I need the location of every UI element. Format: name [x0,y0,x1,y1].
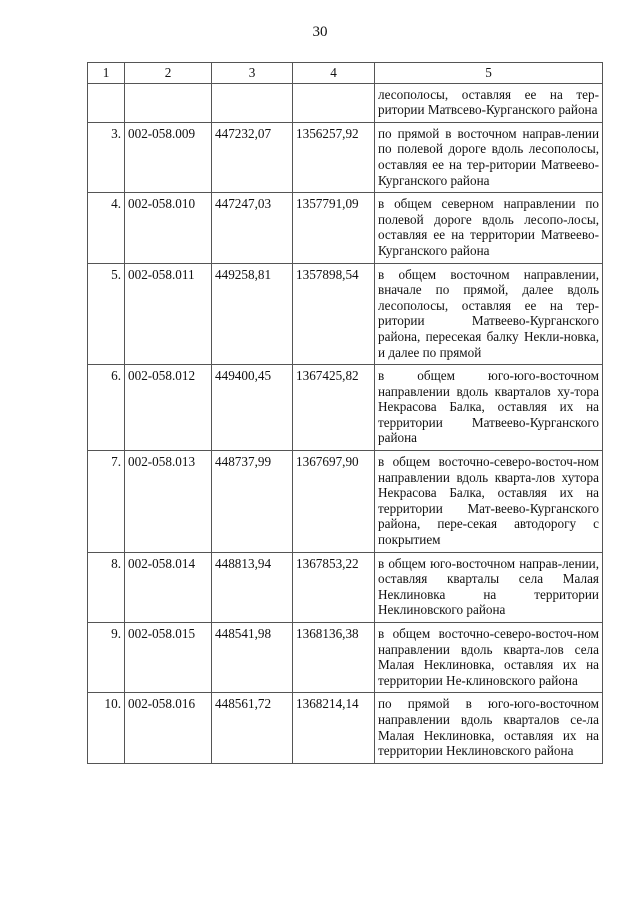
y-coordinate-cell: 1357898,54 [293,263,375,365]
column-header: 4 [293,63,375,84]
table-row [88,263,603,365]
row-number-cell: 5. [88,263,125,365]
description-cell: лесополосы, оставляя ее на тер-ритории Матвсево-Курганского района [375,83,603,122]
table-header-row [88,63,603,84]
table-row [88,83,603,122]
row-number-cell: 3. [88,122,125,192]
x-coordinate-cell: 449258,81 [212,263,293,365]
table-row [88,122,603,192]
point-code-cell: 002-058.011 [125,263,212,365]
table-row [88,552,603,622]
x-coordinate-cell: 447232,07 [212,122,293,192]
column-header: 2 [125,63,212,84]
y-coordinate-cell: 1367425,82 [293,365,375,451]
point-code-cell: 002-058.016 [125,693,212,763]
table-row [88,693,603,763]
row-number-cell: 6. [88,365,125,451]
y-coordinate-cell: 1368136,38 [293,623,375,693]
x-coordinate-cell: 448561,72 [212,693,293,763]
y-coordinate-cell: 1356257,92 [293,122,375,192]
point-code-cell [125,83,212,122]
y-coordinate-cell: 1367853,22 [293,552,375,622]
x-coordinate-cell: 447247,03 [212,193,293,263]
description-cell: в общем юго-восточном направ-лении, оставляя кварталы села Малая Неклиновка на территории Неклиновского района [375,552,603,622]
point-code-cell: 002-058.012 [125,365,212,451]
row-number-cell: 7. [88,451,125,553]
row-number-cell: 10. [88,693,125,763]
description-cell: по прямой в юго-юго-восточном направлении вдоль кварталов се-ла Малая Неклиновка, оставляя их на территории Неклиновского района [375,693,603,763]
x-coordinate-cell: 448813,94 [212,552,293,622]
y-coordinate-cell [293,83,375,122]
description-cell: в общем северном направлении по полевой дороге вдоль лесопо-лосы, оставляя ее на территории Матвеево-Курганского района [375,193,603,263]
point-code-cell: 002-058.014 [125,552,212,622]
description-cell: в общем восточно-северо-восточ-ном направлении вдоль кварта-лов села Малая Неклиновка, оставляя их на территории Не-клиновского района [375,623,603,693]
row-number-cell: 9. [88,623,125,693]
table-row [88,451,603,553]
row-number-cell: 4. [88,193,125,263]
row-number-cell: 8. [88,552,125,622]
x-coordinate-cell [212,83,293,122]
y-coordinate-cell: 1367697,90 [293,451,375,553]
point-code-cell: 002-058.013 [125,451,212,553]
point-code-cell: 002-058.010 [125,193,212,263]
x-coordinate-cell: 449400,45 [212,365,293,451]
y-coordinate-cell: 1357791,09 [293,193,375,263]
table-row [88,623,603,693]
row-number-cell [88,83,125,122]
x-coordinate-cell: 448541,98 [212,623,293,693]
point-code-cell: 002-058.009 [125,122,212,192]
description-cell: по прямой в восточном направ-лении по полевой дороге вдоль лесополосы, оставляя ее на тер-ритории Матвеево-Курганского района [375,122,603,192]
y-coordinate-cell: 1368214,14 [293,693,375,763]
column-header: 5 [375,63,603,84]
column-header: 1 [88,63,125,84]
page-number: 30 [312,24,328,40]
description-cell: в общем восточном направлении, вначале по прямой, далее вдоль лесополосы, оставляя ее на тер-ритории Матвеево-Курганского района, пересекая балку Некли-новка, и далее по прямой [375,263,603,365]
description-cell: в общем восточно-северо-восточ-ном направлении вдоль кварта-лов хутора Некрасова Балка, оставляя их на территории Мат-веево-Курганского района, пере-секая автодорогу с покрытием [375,451,603,553]
boundary-table [87,62,603,764]
x-coordinate-cell: 448737,99 [212,451,293,553]
column-header: 3 [212,63,293,84]
point-code-cell: 002-058.015 [125,623,212,693]
table-row [88,193,603,263]
table-row [88,365,603,451]
description-cell: в общем юго-юго-восточном направлении вдоль кварталов ху-тора Некрасова Балка, оставляя их на территории Матвеево-Курганского района [375,365,603,451]
